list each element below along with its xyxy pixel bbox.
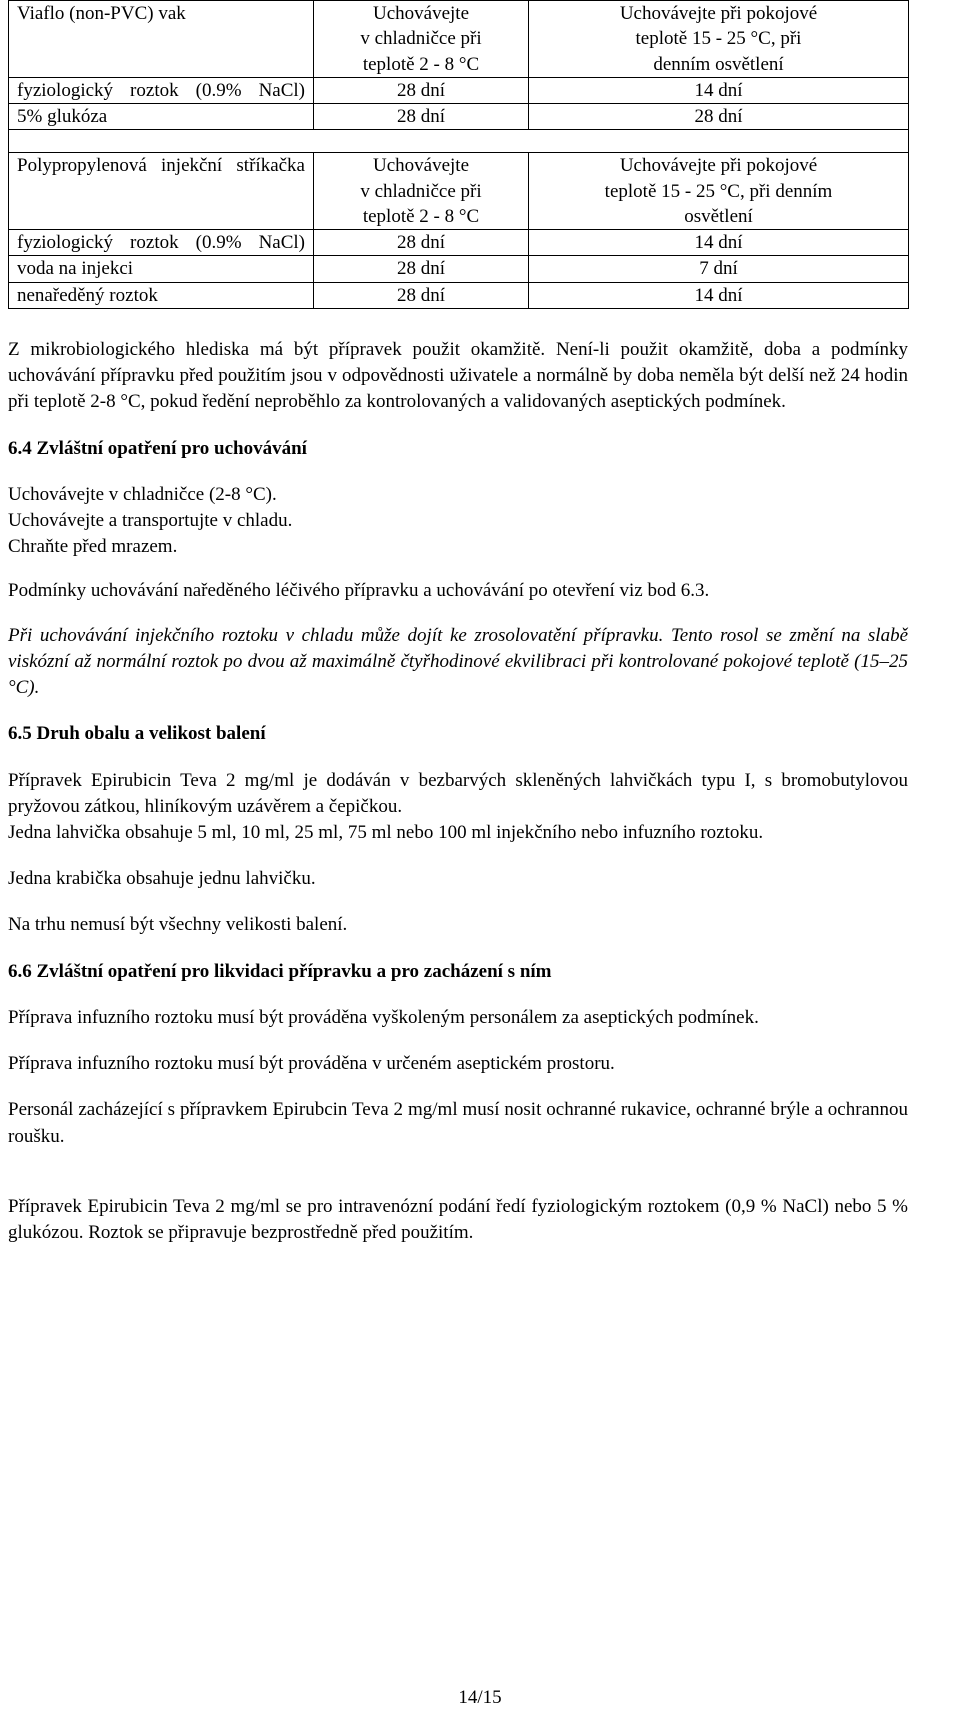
container-viaflo: Viaflo (non-PVC) vak (9, 1, 314, 78)
section-6-6-title: 6.6 Zvláštní opatření pro likvidaci přípravku a pro zacházení s ním (8, 960, 552, 982)
storage-instructions (8, 482, 908, 561)
document-page (8, 0, 908, 1246)
header-fridge: Uchovávejte v chladničce při teplotě 2 - 8 °C (314, 153, 529, 230)
fridge-cell: 28 dní (314, 77, 529, 103)
dilution-paragraph: Přípravek Epirubicin Teva 2 mg/ml se pro intravenózní podání ředí fyziologickým roztokem (0,9 % NaCl) nebo 5 % glukózou. Roztok se připravuje bezprostředně před použitím. (8, 1195, 908, 1243)
room-cell: 7 dní (529, 256, 909, 282)
solution-cell: 5% glukóza (9, 104, 314, 130)
header-fridge: Uchovávejte v chladničce při teplotě 2 - 8 °C (314, 1, 529, 78)
room-cell: 14 dní (529, 77, 909, 103)
page-number: 14/15 (458, 1687, 502, 1708)
container-syringe: Polypropylenová injekční stříkačka (9, 153, 314, 230)
table-row (9, 104, 909, 130)
table-spacer-row (9, 130, 909, 153)
room-cell: 14 dní (529, 230, 909, 256)
fridge-cell: 28 dní (314, 104, 529, 130)
handling-paragraph: Příprava infuzního roztoku musí být prováděna vyškoleným personálem za aseptických podmínek. (8, 1006, 759, 1028)
microbiology-paragraph: Z mikrobiologického hlediska má být přípravek použit okamžitě. Není-li použit okamžitě, doba a podmínky uchovávání přípravku před použitím jsou v odpovědnosti uživatele a normálně by doba neměla být delší než 24 hodin při teplotě 2-8 °C, pokud ředění neproběhlo za kontrolovaných a validovaných aseptických podmínek. (8, 338, 908, 413)
pack-sizes-paragraph: Na trhu nemusí být všechny velikosti balení. (8, 914, 348, 936)
storage-line: Uchovávejte v chladničce (2-8 °C). (8, 483, 277, 505)
section-6-4-title: 6.4 Zvláštní opatření pro uchovávání (8, 437, 307, 459)
section-6-5-title: 6.5 Druh obalu a velikost balení (8, 723, 266, 745)
solution-cell: fyziologický roztok (0.9% NaCl) (9, 77, 314, 103)
vial-contents-paragraph: Jedna lahvička obsahuje 5 ml, 10 ml, 25 ml, 75 ml nebo 100 ml injekčního nebo infuzního roztoku. (8, 821, 764, 843)
solution-cell: fyziologický roztok (0.9% NaCl) (9, 230, 314, 256)
fridge-cell: 28 dní (314, 256, 529, 282)
box-contents-paragraph: Jedna krabička obsahuje jednu lahvičku. (8, 868, 316, 890)
solution-cell: voda na injekci (9, 256, 314, 282)
storage-line: Uchovávejte a transportujte v chladu. (8, 510, 293, 532)
room-cell: 28 dní (529, 104, 909, 130)
header-room: Uchovávejte při pokojové teplotě 15 - 25 °C, při denním osvětlení (529, 1, 909, 78)
table-row (9, 282, 909, 308)
storage-conditions: Podmínky uchovávání naředěného léčivého přípravku a uchovávání po otevření viz bod 6.3. (8, 580, 710, 602)
handling-paragraph: Personál zacházející s přípravkem Epirubcin Teva 2 mg/ml musí nosit ochranné rukavice, ochranné brýle a ochrannou roušku. (8, 1099, 908, 1147)
table-row (9, 77, 909, 103)
fridge-cell: 28 dní (314, 230, 529, 256)
storage-table (8, 0, 909, 309)
table-row (9, 256, 909, 282)
table-header-syringe (9, 153, 909, 230)
gel-note: Při uchovávání injekčního roztoku v chladu může dojít ke zrosolovatění přípravku. Tento rosol se změní na slabě viskózní až normální roztok po dvou až maximálně čtyřhodinové ekvilibraci při kontrolované pokojové teplotě (15–25 °C). (8, 624, 908, 699)
storage-line: Chraňte před mrazem. (8, 536, 178, 558)
fridge-cell: 28 dní (314, 282, 529, 308)
room-cell: 14 dní (529, 282, 909, 308)
packaging-paragraph: Přípravek Epirubicin Teva 2 mg/ml je dodáván v bezbarvých skleněných lahvičkách typu I, s bromobutylovou pryžovou zátkou, hliníkovým uzávěrem a čepičkou. (8, 769, 908, 817)
handling-paragraph: Příprava infuzního roztoku musí být prováděna v určeném aseptickém prostoru. (8, 1053, 615, 1075)
table-header-viaflo (9, 1, 909, 78)
header-room: Uchovávejte při pokojové teplotě 15 - 25 °C, při denním osvětlení (529, 153, 909, 230)
table-row (9, 230, 909, 256)
solution-cell: nenaředěný roztok (9, 282, 314, 308)
